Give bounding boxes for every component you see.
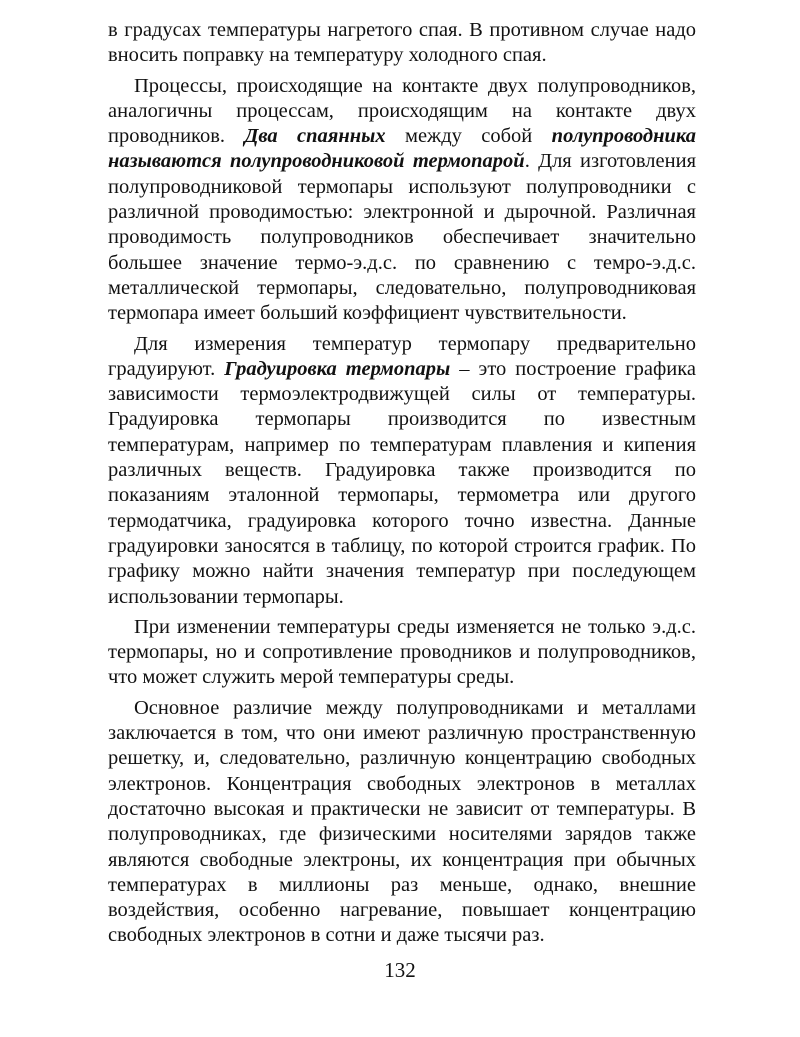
- page-number: 132: [384, 958, 416, 982]
- page-body: [108, 18, 696, 949]
- paragraph-5: [108, 696, 696, 949]
- term-emphasis: полупроводника называются полупроводниковой термопарой: [108, 125, 697, 173]
- text-run: При изменении температуры среды изменяется не только э.д.с. термопары, но и сопротивление проводников и полупроводников, что может служить мерой температуры среды.: [108, 615, 696, 689]
- paragraph-4: [108, 615, 696, 691]
- term-emphasis: Два спаянных: [244, 125, 386, 148]
- text-run: . Для изготовления полупроводниковой термопары используют полупроводники с различной проводимостью: электронной и дырочной. Различная проводимость полупроводников обеспечивает значительно большее значение термо-э.д.с. по сравнению с темро-э.д.с. металлической термопары, следовательно, полупроводниковая термопара имеет больший коэффициент чувствительности.: [108, 150, 697, 325]
- paragraph-2: [108, 74, 696, 327]
- text-run: в градусах температуры нагретого спая. В противном случае надо вносить поправку на температуру холодного спая.: [108, 19, 696, 67]
- text-run: – это построение графика зависимости термоэлектродвижущей силы от температуры. Градуировка термопары производится по известным температурам, например по температурам плавления и кипения различных веществ. Градуировка также производится по показаниям эталонной термопары, термометра или другого термодатчика, градуировка которого точно известна. Данные градуировки заносятся в таблицу, по которой строится график. По графику можно найти значения температур при последующем использовании термопары.: [108, 357, 696, 608]
- paragraph-3: [108, 332, 696, 610]
- paragraph-1: [108, 18, 696, 69]
- text-run: между собой: [385, 125, 552, 148]
- term-emphasis: Градуировка термопары: [224, 357, 451, 380]
- text-run: Основное различие между полупроводниками и металлами заключается в том, что они имеют различную пространственную решетку, и, следовательно, различную концентрацию свободных электронов. Концентрация свободных электронов в металлах достаточно высокая и практически не зависит от температуры. В полупроводниках, где физическими носителями зарядов также являются свободные электроны, их концентрация при обычных температурах в миллионы раз меньше, однако, внешние воздействия, особенно нагревание, повышает концентрацию свободных электронов в сотни и даже тысячи раз.: [108, 696, 696, 947]
- text-run: Процессы, происходящие на контакте двух полупроводников, аналогичны процессам, происходящим на контакте двух проводников.: [108, 74, 696, 148]
- text-run: Для измерения температур термопару предварительно градуируют.: [108, 332, 696, 380]
